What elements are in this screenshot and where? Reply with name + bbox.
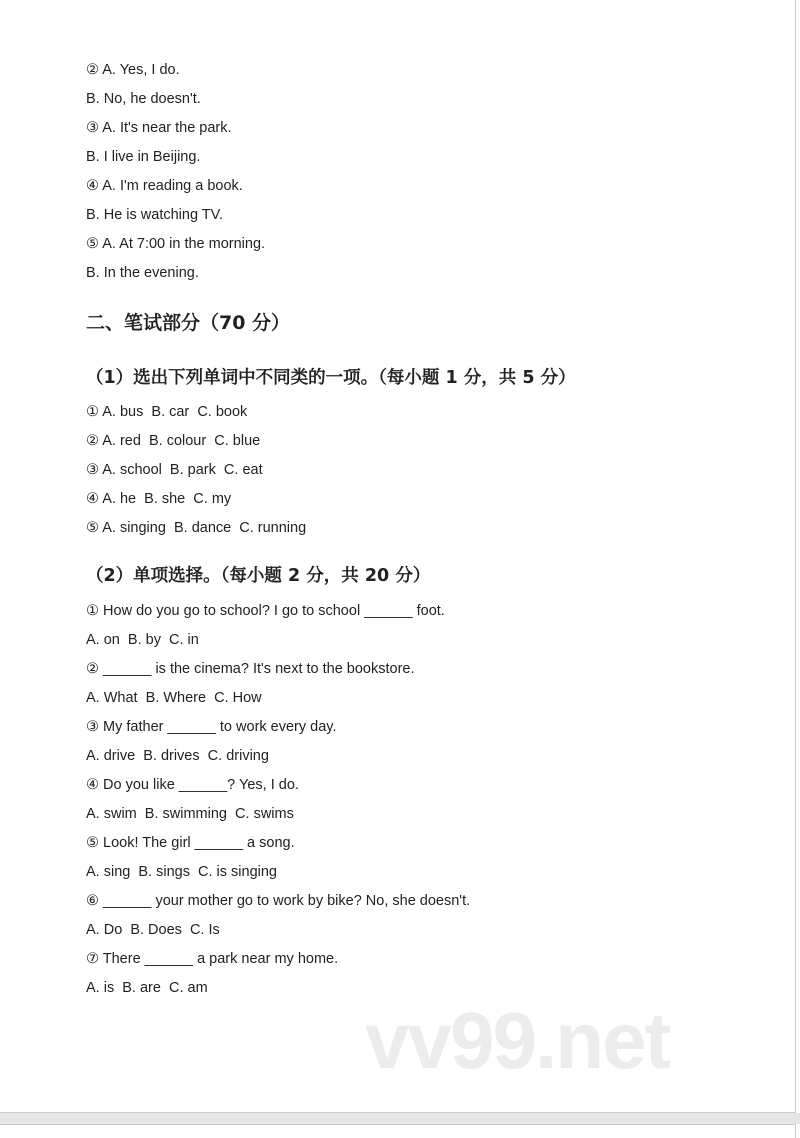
option-line: ④ A. I'm reading a book. <box>86 178 243 194</box>
answer-options: A. is B. are C. am <box>86 980 208 996</box>
watermark: vv99.net <box>365 996 670 1085</box>
question-line: ④ A. he B. she C. my <box>86 491 232 507</box>
option-line: B. No, he doesn't. <box>86 91 201 107</box>
question-line: ③ A. school B. park C. eat <box>86 462 263 478</box>
question-line: ③ My father ______ to work every day. <box>86 719 337 735</box>
question-line: ⑦ There ______ a park near my home. <box>86 951 339 967</box>
option-line: ③ A. It's near the park. <box>86 120 232 136</box>
option-line: B. In the evening. <box>86 265 199 281</box>
part1-heading: （1）选出下列单词中不同类的一项。（每小题 1 分，共 5 分） <box>86 368 576 388</box>
question-line: ⑤ A. singing B. dance C. running <box>86 520 307 536</box>
question-line: ① A. bus B. car C. book <box>86 404 248 420</box>
question-line: ② ______ is the cinema? It's next to the bookstore. <box>86 661 415 677</box>
answer-options: A. swim B. swimming C. swims <box>86 806 294 822</box>
question-line: ⑥ ______ your mother go to work by bike? No, she doesn't. <box>86 893 471 909</box>
answer-options: A. What B. Where C. How <box>86 690 262 706</box>
question-line: ① How do you go to school? I go to school ______ foot. <box>86 603 445 619</box>
option-line: B. I live in Beijing. <box>86 149 201 165</box>
option-line: B. He is watching TV. <box>86 207 224 223</box>
option-line: ⑤ A. At 7:00 in the morning. <box>86 236 266 252</box>
part2-items <box>86 597 470 1003</box>
option-line: ② A. Yes, I do. <box>86 62 180 78</box>
question-line: ⑤ Look! The girl ______ a song. <box>86 835 295 851</box>
listening-options <box>86 56 265 288</box>
next-page <box>0 1124 796 1138</box>
answer-options: A. drive B. drives C. driving <box>86 748 269 764</box>
answer-options: A. sing B. sings C. is singing <box>86 864 277 880</box>
part1-items <box>86 398 306 543</box>
question-line: ④ Do you like ______? Yes, I do. <box>86 777 299 793</box>
answer-options: A. on B. by C. in <box>86 632 199 648</box>
section-heading: 二、笔试部分（70 分） <box>86 312 291 334</box>
answer-options: A. Do B. Does C. Is <box>86 922 220 938</box>
part2-heading: （2）单项选择。（每小题 2 分，共 20 分） <box>86 566 431 586</box>
question-line: ② A. red B. colour C. blue <box>86 433 261 449</box>
page-gap <box>0 1113 800 1124</box>
